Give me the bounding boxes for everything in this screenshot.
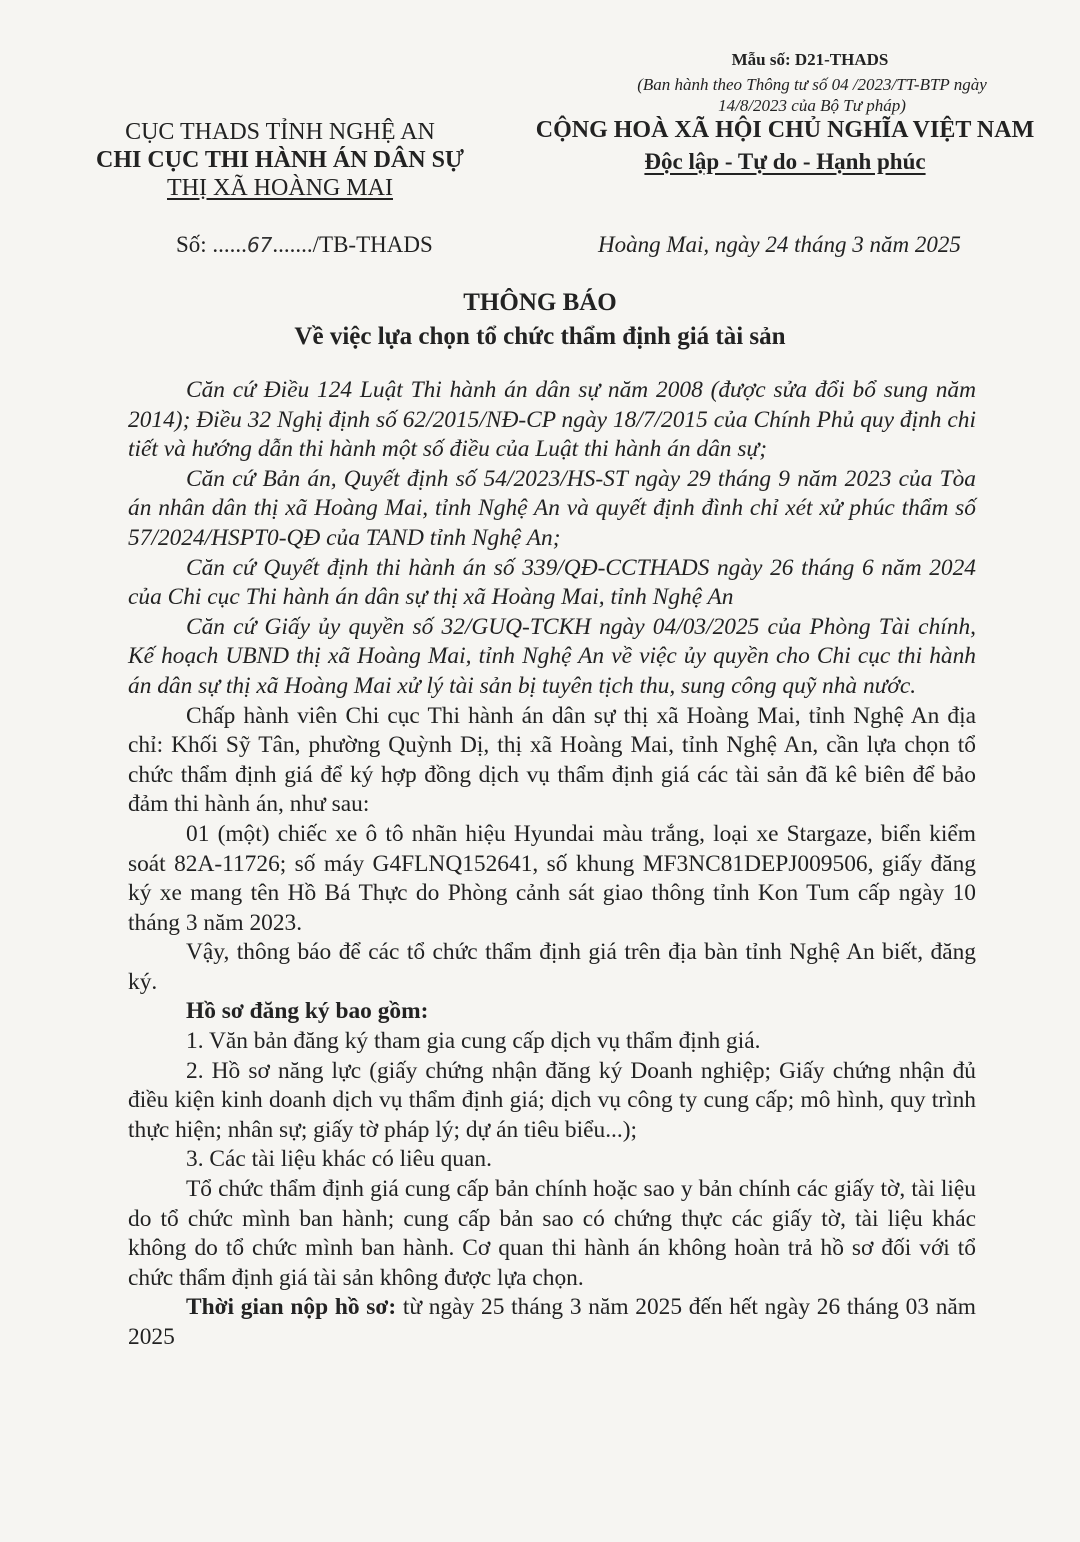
deadline-label: Thời gian nộp hồ sơ:	[186, 1294, 397, 1321]
paragraph-documents: Tổ chức thẩm định giá cung cấp bản chính hoặc sao y bản chính các giấy tờ, tài liệu do tổ chức mình ban hành; cung cấp bản sao có chứng thực các giấy tờ, tài liệu khác không do tổ chức mình ban hành. Cơ quan thi hành án không hoàn trả hồ sơ đối với tổ chức thẩm định giá tài sản không được lựa chọn.	[128, 1176, 976, 1291]
dossier-item-1: 1. Văn bản đăng ký tham gia cung cấp dịch vụ thẩm định giá.	[186, 1028, 761, 1055]
paragraph-dossier-heading	[128, 997, 976, 1027]
agency-place: THỊ XÃ HOÀNG MAI	[167, 175, 393, 201]
agency-name: CHI CỤC THI HÀNH ÁN DÂN SỰ	[95, 147, 465, 173]
doc-no-handwritten: 67	[246, 233, 273, 257]
agency-parent: CỤC THADS TỈNH NGHỆ AN	[125, 119, 435, 145]
dossier-heading: Hồ sơ đăng ký bao gồm:	[186, 998, 429, 1025]
form-note	[612, 74, 1012, 116]
form-code: Mẫu số: D21-THADS	[731, 50, 889, 69]
form-note-line-2: 14/8/2023 của Bộ Tư pháp)	[718, 96, 906, 115]
issuing-agency	[60, 118, 500, 202]
document-number	[176, 232, 433, 258]
dossier-item-3: 3. Các tài liệu khác có liêu quan.	[186, 1146, 492, 1173]
paragraph-deadline	[128, 1293, 976, 1352]
deadline-text: từ ngày 25 tháng 3 năm 2025 đến hết ngày 26 tháng 03 năm 2025	[128, 1294, 976, 1350]
paragraph-executor: Chấp hành viên Chi cục Thi hành án dân sự thị xã Hoàng Mai, tỉnh Nghệ An địa chỉ: Khối Sỹ Tân, phường Quỳnh Dị, thị xã Hoàng Mai, tỉnh Nghệ An, cần lựa chọn tổ chức thẩm định giá để ký hợp đồng dịch vụ thẩm định giá các tài sản đã kê biên để bảo đảm thi hành án, như sau:	[128, 702, 976, 818]
form-note-line-1: (Ban hành theo Thông tư số 04 /2023/TT-BTP ngày	[637, 75, 987, 94]
title-main: THÔNG BÁO	[463, 289, 617, 316]
paragraph-legal-basis-1: Căn cứ Điều 124 Luật Thi hành án dân sự năm 2008 (được sửa đổi bổ sung năm 2014); Điều 32 Nghị định số 62/2015/NĐ-CP ngày 18/7/2015 của Chính Phủ quy định chi tiết và hướng dẫn thi hành một số điều của Luật thi hành án dân sự;	[128, 377, 976, 463]
doc-no-prefix: Số: ......	[176, 232, 247, 257]
national-heading	[520, 114, 1050, 178]
place-date: Hoàng Mai, ngày 24 tháng 3 năm 2025	[598, 232, 961, 257]
paragraph-legal-basis-2: Căn cứ Bản án, Quyết định số 54/2023/HS-ST ngày 29 tháng 9 năm 2023 của Tòa án nhân dân thị xã Hoàng Mai, tỉnh Nghệ An và quyết định đình chỉ xét xử phúc thẩm số 57/2024/HSPT0-QĐ của TAND tỉnh Nghệ An;	[128, 465, 976, 551]
doc-no-suffix: ......./TB-THADS	[272, 232, 433, 257]
document-body	[128, 376, 976, 1353]
paragraph-legal-basis-4: Căn cứ Giấy ủy quyền số 32/GUQ-TCKH ngày 04/03/2025 của Phòng Tài chính, Kế hoạch UBND thị xã Hoàng Mai, tỉnh Nghệ An về việc ủy quyền cho Chi cục thi hành án dân sự thị xã Hoàng Mai xử lý tài sản bị tuyên tịch thu, sung công quỹ nhà nước.	[128, 613, 976, 699]
title-sub: Về việc lựa chọn tổ chức thẩm định giá tài sản	[294, 323, 786, 350]
nation-name: CỘNG HOÀ XÃ HỘI CHỦ NGHĨA VIỆT NAM	[535, 117, 1035, 143]
paragraph-asset: 01 (một) chiếc xe ô tô nhãn hiệu Hyundai màu trắng, loại xe Stargaze, biển kiểm soát 82A-11726; số máy G4FLNQ152641, số khung MF3NC81DEPJ009506, giấy đăng ký xe mang tên Hồ Bá Thực do Phòng cảnh sát giao thông tỉnh Kon Tum cấp ngày 10 tháng 3 năm 2023.	[128, 820, 976, 936]
document-title	[0, 286, 1080, 354]
paragraph-notice: Vậy, thông báo để các tổ chức thẩm định giá trên địa bàn tỉnh Nghệ An biết, đăng ký.	[128, 939, 976, 995]
nation-motto: Độc lập - Tự do - Hạnh phúc	[644, 149, 926, 174]
dossier-item-2: 2. Hồ sơ năng lực (giấy chứng nhận đăng ký Doanh nghiệp; Giấy chứng nhận đủ điều kiện kinh doanh dịch vụ thẩm định giá; dịch vụ công ty cung cấp; mô hình, quy trình thực hiện; nhân sự; giấy tờ pháp lý; dự án tiêu biểu...);	[128, 1057, 976, 1143]
paragraph-legal-basis-3: Căn cứ Quyết định thi hành án số 339/QĐ-CCTHADS ngày 26 tháng 6 năm 2024 của Chi cục Thi hành án dân sự thị xã Hoàng Mai, tỉnh Nghệ An	[128, 554, 976, 611]
